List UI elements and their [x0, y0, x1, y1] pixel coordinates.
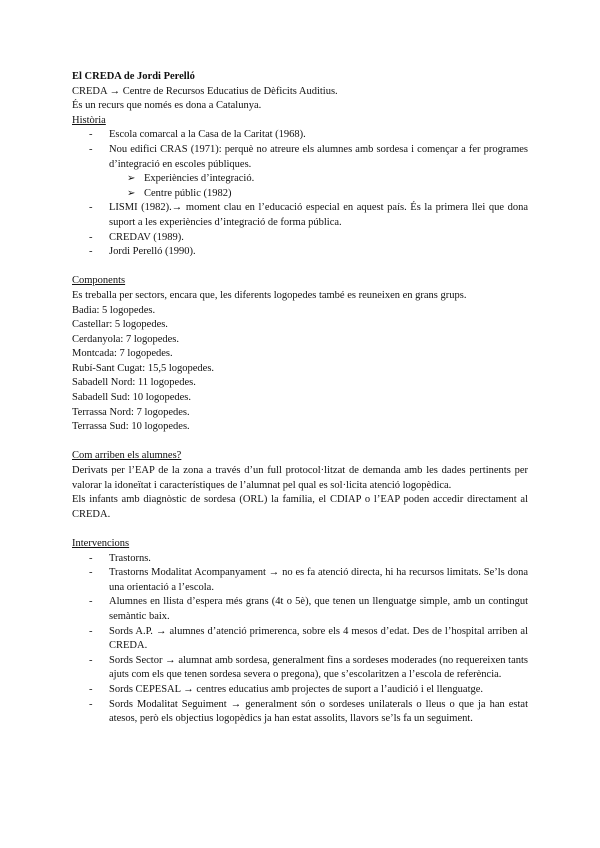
document-body: [72, 70, 528, 727]
list-item: - Sords Sector → alumnat amb sordesa, generalment fins a sordeses moderades (no requereixen tants ajuts com els que tenen sordesa severa o pregona), que s’escolaritzen a l’escola de referència.: [89, 654, 528, 681]
section-heading-components: Components: [72, 275, 126, 287]
sector-line: Terrassa Sud: 10 logopedes.: [72, 421, 190, 433]
section-heading-historia: Història: [72, 114, 106, 126]
intro-line: És un recurs que només es dona a Catalunya.: [72, 100, 262, 112]
sector-line: Sabadell Sud: 10 logopedes.: [72, 392, 191, 404]
sector-line: Terrassa Nord: 7 logopedes.: [72, 406, 190, 418]
list-item: - Trastorns Modalitat Acompanyament → no es fa atenció directa, hi ha recursos limitats. Se’ls dona una orientació a l’escola.: [89, 567, 528, 593]
sector-line: Rubí-Sant Cugat: 15,5 logopedes.: [72, 362, 215, 374]
arrow-bullet-icon: ➢: [127, 173, 136, 185]
dash-bullet: -: [89, 246, 93, 258]
dash-bullet: -: [89, 567, 93, 579]
dash-bullet: -: [89, 202, 93, 214]
intro-line: CREDA → Centre de Recursos Educatius de Dèficits Auditius.: [72, 85, 338, 97]
sector-line: Montcada: 7 logopedes.: [72, 348, 173, 360]
arriben-paragraph: Derivats per l’EAP de la zona a través d’un full protocol·litzat de demanda amb les dades pertinents per valorar la idoneïtat i característiques de l’alumnat pel qual es sol·licita atenció logopèdica.: [72, 465, 528, 491]
spacer: [72, 522, 528, 537]
spacer: [72, 435, 528, 450]
section-heading-intervencions: Intervencions: [72, 538, 130, 549]
list-item: - Sords CEPESAL → centres educatius amb projectes de suport a l’audició i el llenguatge.: [72, 683, 528, 698]
sector-line: Sabadell Nord: 11 logopedes.: [72, 377, 196, 389]
dash-bullet: -: [89, 552, 93, 564]
dash-bullet: -: [89, 625, 93, 637]
components-intro: Es treballa per sectors, encara que, les diferents logopedes també es reuneixen en grans grups.: [72, 289, 467, 301]
list-item: - LISMI (1982).→ moment clau en l’educació especial en aquest país. És la primera llei que dona suport a les experiències d’integració de forma pública.: [89, 202, 528, 228]
list-item: - CREDAV (1989).: [72, 231, 528, 246]
spacer: [72, 260, 528, 275]
dash-bullet: -: [89, 654, 93, 666]
sector-line: Badia: 5 logopedes.: [72, 304, 156, 316]
section-heading-arriben: Com arriben els alumnes?: [72, 450, 182, 462]
historia-list: [72, 128, 528, 172]
list-item: - Trastorns.: [72, 552, 528, 567]
list-item: - Sords A.P. → alumnes d’atenció primerenca, sobre els 4 mesos d’edat. Des de l’hospital arriben al CREDA.: [89, 625, 528, 652]
list-item: - Alumnes en llista d’espera més grans (4t o 5è), que tenen un llenguatge simple, amb un contingut semàntic baix.: [89, 596, 528, 622]
dash-bullet: -: [89, 231, 93, 243]
dash-bullet: -: [89, 129, 93, 141]
dash-bullet: -: [89, 683, 93, 695]
document-title: El CREDA de Jordi Perelló: [72, 71, 195, 82]
dash-bullet: -: [89, 596, 93, 608]
list-item: - Nou edifici CRAS (1971): perquè no atreure els alumnes amb sordesa i començar a fer programes d’integració en escoles públiques.: [89, 143, 528, 170]
sublist-item: ➢ Centre públic (1982): [127, 187, 528, 202]
sector-line: Castellar: 5 logopedes.: [72, 319, 168, 331]
arriben-paragraph: Els infants amb diagnòstic de sordesa (ORL) la família, el CDIAP o l’EAP poden accedir directament al CREDA.: [72, 494, 528, 520]
list-item: - Escola comarcal a la Casa de la Caritat (1968).: [72, 128, 528, 143]
sublist-item: ➢ Experiències d’integració.: [127, 172, 528, 187]
historia-sublist: [72, 172, 528, 201]
intervencions-list: [72, 552, 528, 727]
historia-list-cont: [72, 201, 528, 259]
list-item: - Sords Modalitat Seguiment → generalment són o sordeses unilaterals o lleus o que ja han estat atesos, però els objectius logopèdics ja han estat assolits, llavors se’ls fa un seguiment.: [89, 698, 528, 725]
dash-bullet: -: [89, 143, 93, 155]
arrow-bullet-icon: ➢: [127, 187, 136, 199]
list-item: - Jordi Perelló (1990).: [72, 245, 528, 260]
dash-bullet: -: [89, 698, 93, 710]
sector-line: Cerdanyola: 7 logopedes.: [72, 333, 180, 345]
